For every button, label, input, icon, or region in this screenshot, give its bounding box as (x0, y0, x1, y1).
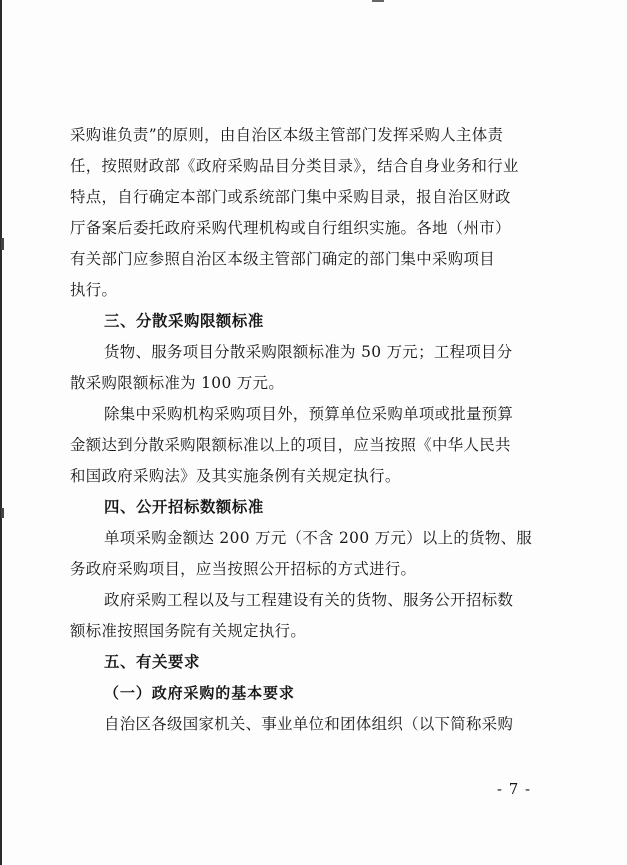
body-line: 有关部门应参照自治区本级主管部门确定的部门集中采购项目 (70, 250, 495, 268)
scan-mark (1, 508, 4, 518)
body-line: 货物、服务项目分散采购限额标准为 50 万元；工程项目分 (104, 343, 513, 361)
scan-mark (372, 0, 384, 2)
body-line: 政府采购工程以及与工程建设有关的货物、服务公开招标数 (104, 591, 514, 609)
subsection-heading: （一）政府采购的基本要求 (104, 684, 295, 702)
body-line: 额标准按照国务院有关规定执行。 (70, 622, 307, 640)
section-heading: 五、有关要求 (104, 653, 200, 671)
page-number: - 7 - (496, 780, 532, 798)
scan-edge-shadow (0, 0, 2, 865)
body-line: 和国政府采购法》及其实施条例有关规定执行。 (70, 467, 401, 485)
body-line: 特点，自行确定本部门或系统部门集中采购目录，报自治区财政 (70, 188, 511, 206)
body-line: 采购谁负责”的原则，由自治区本级主管部门发挥采购人主体责 (70, 126, 504, 144)
body-line: 金额达到分散采购限额标准以上的项目，应当按照《中华人民共 (70, 436, 511, 454)
body-line: 执行。 (70, 281, 118, 299)
body-line: 除集中采购机构采购项目外，预算单位采购单项或批量预算 (104, 405, 514, 423)
section-heading: 四、公开招标数额标准 (104, 498, 264, 516)
body-line: 散采购限额标准为 100 万元。 (70, 374, 285, 392)
body-line: 厅备案后委托政府采购代理机构或自行组织实施。各地（州市） (70, 219, 511, 237)
body-line: 务政府采购项目，应当按照公开招标的方式进行。 (70, 560, 417, 578)
body-line: 单项采购金额达 200 万元（不含 200 万元）以上的货物、服 (104, 529, 533, 547)
body-line: 自治区各级国家机关、事业单位和团体组织（以下简称采购 (104, 715, 514, 733)
scan-mark (1, 238, 4, 250)
section-heading: 三、分散采购限额标准 (104, 312, 264, 330)
body-line: 任，按照财政部《政府采购品目分类目录》，结合自身业务和行业 (70, 157, 519, 175)
